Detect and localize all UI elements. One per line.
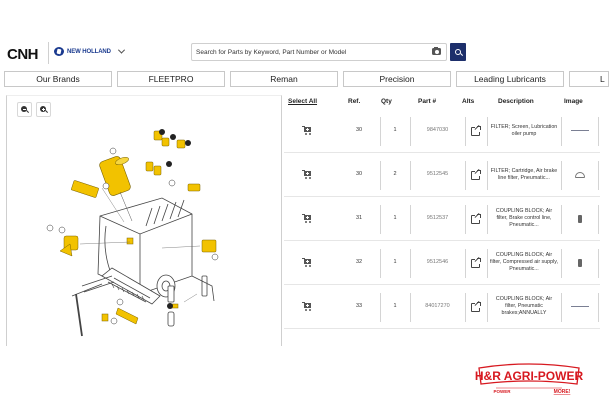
description-cell: COUPLING BLOCK; Air filter, Compressed air supply, Pneumatic... bbox=[490, 252, 558, 272]
header bbox=[0, 38, 600, 68]
zoom-in-button[interactable] bbox=[36, 102, 51, 117]
alts-cell bbox=[465, 241, 487, 284]
external-link-icon[interactable] bbox=[471, 126, 481, 136]
add-to-cart-cell bbox=[284, 197, 330, 240]
part-number[interactable]: 9847030 bbox=[426, 126, 449, 133]
external-link-icon[interactable] bbox=[471, 302, 481, 312]
description-cell: FILTER; Cartridge, Air brake line filter, Pneumatic... bbox=[490, 167, 558, 181]
ref-cell: 33 bbox=[355, 302, 363, 309]
search-box bbox=[191, 43, 447, 61]
table-row bbox=[284, 153, 600, 197]
image-cell[interactable] bbox=[561, 109, 598, 152]
search-input[interactable] bbox=[196, 44, 428, 60]
header-qty: Qty bbox=[381, 98, 392, 105]
description-cell: COUPLING BLOCK; Air filter, Pneumatic brakes;ANNUALLY bbox=[495, 296, 553, 316]
description-cell: COUPLING BLOCK; Air filter, Brake control line, Pneumatic... bbox=[495, 208, 553, 228]
ref-cell: 31 bbox=[355, 214, 363, 221]
image-cell[interactable] bbox=[561, 285, 598, 328]
part-number[interactable]: 84017270 bbox=[425, 302, 450, 309]
qty-cell: 1 bbox=[393, 214, 397, 221]
qty-cell: 1 bbox=[393, 258, 397, 265]
table-row bbox=[284, 285, 600, 329]
tagline-power: POWER bbox=[493, 389, 511, 394]
header-ref: Ref. bbox=[348, 98, 361, 105]
external-link-icon[interactable] bbox=[471, 214, 481, 224]
header-part: Part # bbox=[418, 98, 437, 105]
ref-cell: 30 bbox=[355, 170, 363, 177]
brand-selector[interactable] bbox=[54, 47, 124, 56]
external-link-icon[interactable] bbox=[471, 258, 481, 268]
part-thumbnail bbox=[578, 259, 582, 267]
tagline-more: MORE! bbox=[553, 389, 571, 395]
add-to-cart-cell bbox=[284, 285, 330, 328]
part-number[interactable]: 9512537 bbox=[426, 214, 449, 221]
logo-divider bbox=[48, 42, 49, 64]
parts-table bbox=[284, 95, 600, 329]
alts-cell bbox=[465, 109, 487, 152]
ref-cell: 32 bbox=[355, 258, 363, 265]
select-all-link[interactable]: Select All bbox=[288, 98, 318, 105]
zoom-in-icon bbox=[40, 106, 46, 112]
table-header bbox=[284, 95, 600, 109]
header-alts: Alts bbox=[462, 98, 475, 105]
add-to-cart-icon[interactable] bbox=[302, 214, 312, 223]
table-row bbox=[284, 197, 600, 241]
header-description: Description bbox=[498, 98, 534, 105]
table-row bbox=[284, 241, 600, 285]
nav-fleetpro[interactable]: FLEETPRO bbox=[117, 71, 225, 87]
add-to-cart-icon[interactable] bbox=[302, 170, 312, 179]
add-to-cart-icon[interactable] bbox=[302, 126, 312, 135]
image-cell[interactable] bbox=[561, 197, 598, 240]
part-number[interactable]: 9512546 bbox=[426, 258, 449, 265]
add-to-cart-cell bbox=[284, 109, 330, 152]
qty-cell: 2 bbox=[393, 170, 397, 177]
part-number[interactable]: 9512545 bbox=[426, 170, 449, 177]
add-to-cart-cell bbox=[284, 241, 330, 284]
nav-our-brands[interactable]: Our Brands bbox=[4, 71, 112, 87]
zoom-out-icon bbox=[21, 106, 27, 112]
search-icon bbox=[455, 49, 461, 55]
add-to-cart-cell bbox=[284, 153, 330, 196]
image-cell[interactable] bbox=[561, 241, 598, 284]
new-holland-leaf-icon bbox=[54, 47, 64, 56]
nav-precision[interactable]: Precision bbox=[343, 71, 451, 87]
qty-cell: 1 bbox=[393, 302, 397, 309]
diagram-panel bbox=[6, 95, 282, 346]
external-link-icon[interactable] bbox=[471, 170, 481, 180]
nav-leading-lubricants[interactable]: Leading Lubricants bbox=[456, 71, 564, 87]
ref-cell: 30 bbox=[355, 126, 363, 133]
part-thumbnail bbox=[571, 130, 589, 132]
brand-name: NEW HOLLAND bbox=[67, 48, 111, 55]
dealer-logo[interactable] bbox=[476, 362, 582, 396]
exploded-parts-diagram[interactable] bbox=[42, 126, 257, 346]
search-button[interactable] bbox=[450, 43, 466, 61]
part-thumbnail bbox=[575, 172, 585, 178]
description-cell: FILTER; Screen, Lubrication oiler pump bbox=[490, 123, 558, 137]
add-to-cart-icon[interactable] bbox=[302, 258, 312, 267]
table-row bbox=[284, 109, 600, 153]
part-thumbnail bbox=[578, 215, 582, 223]
top-nav bbox=[4, 71, 604, 87]
camera-icon[interactable] bbox=[432, 48, 441, 55]
header-image: Image bbox=[564, 98, 583, 105]
chevron-down-icon bbox=[118, 47, 125, 54]
alts-cell bbox=[465, 197, 487, 240]
alts-cell bbox=[465, 285, 487, 328]
add-to-cart-icon[interactable] bbox=[302, 302, 312, 311]
alts-cell bbox=[465, 153, 487, 196]
part-thumbnail bbox=[571, 306, 589, 308]
image-cell[interactable] bbox=[561, 153, 598, 196]
qty-cell: 1 bbox=[393, 126, 397, 133]
zoom-out-button[interactable] bbox=[17, 102, 32, 117]
nav-more[interactable]: L bbox=[569, 71, 609, 87]
cnh-logo[interactable]: CNH bbox=[7, 46, 38, 63]
nav-reman[interactable]: Reman bbox=[230, 71, 338, 87]
dealer-name: H&R AGRI-POWER bbox=[474, 369, 584, 383]
